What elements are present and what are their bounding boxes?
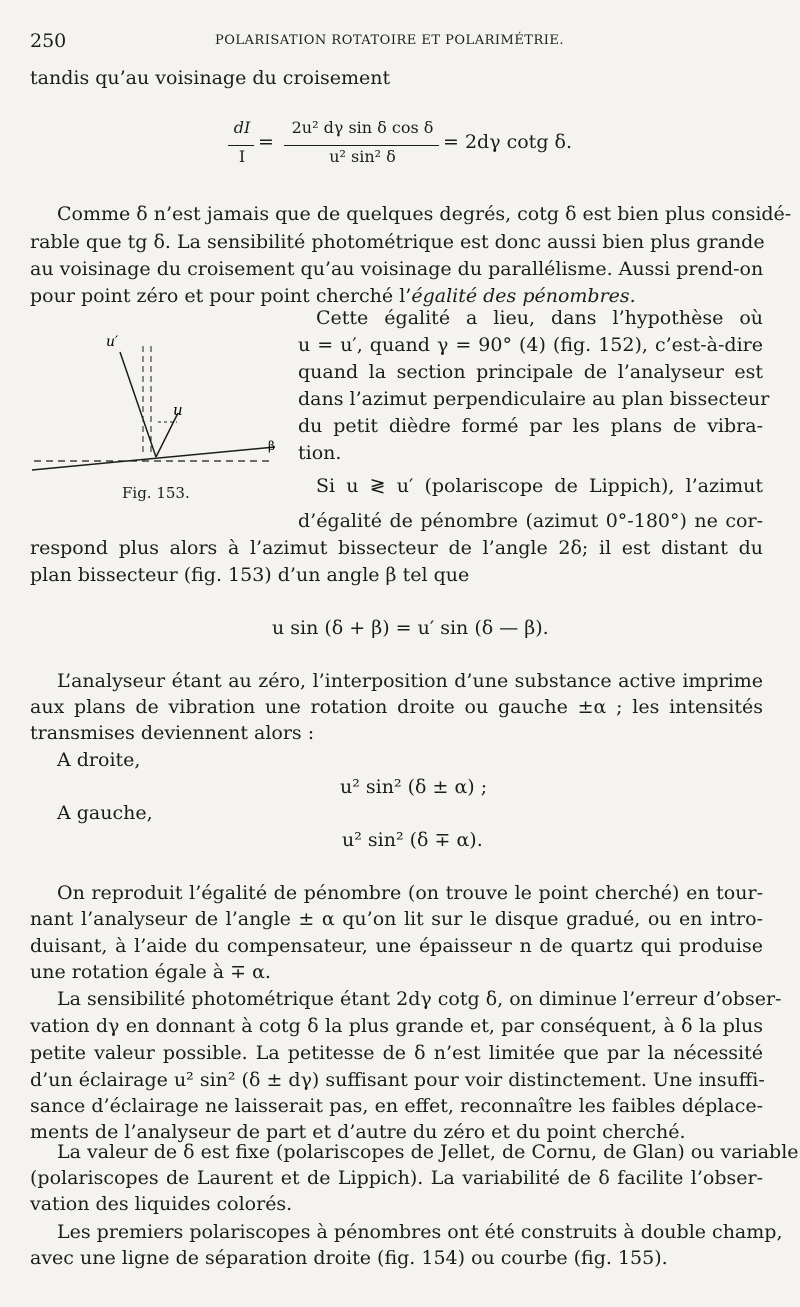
para7-line-1: La valeur de δ est fixe (polariscopes de Jellet, de Cornu, de Glan) ou variable — [57, 1141, 799, 1163]
para7-line-2: (polariscopes de Laurent et de Lippich). La variabilité de δ facilite l’obser- — [30, 1167, 763, 1189]
para1-line-1: Comme δ n’est jamais que de quelques degrés, cotg δ est bien plus considé- — [57, 203, 792, 225]
para8-line-1: Les premiers polariscopes à pénombres ont été construits à double champ, — [57, 1221, 783, 1243]
eq1-rhs: = 2dγ cotg δ. — [443, 131, 573, 153]
para5-line-1: On reproduit l’égalité de pénombre (on trouve le point cherché) en tour- — [57, 882, 763, 904]
eq1-mid-den: u² sin² δ — [329, 147, 396, 166]
para4-line-2: aux plans de vibration une rotation droite ou gauche ±α ; les intensités — [30, 696, 763, 718]
eq1-mid-bar — [284, 145, 439, 146]
para5-line-2: nant l’analyseur de l’angle ± α qu’on lit sur le disque gradué, ou en intro- — [30, 908, 763, 930]
eq1-lhs-den: I — [238, 147, 246, 166]
para5-line-4: une rotation égale à ∓ α. — [30, 961, 271, 983]
para3-line-2: d’égalité de pénombre (azimut 0°-180°) ne cor- — [298, 510, 763, 532]
para1-line-2: rable que tg δ. La sensibilité photométrique est donc aussi bien plus grande — [30, 231, 765, 253]
para2-line-1: Cette égalité a lieu, dans l’hypothèse où — [316, 307, 763, 329]
para6-line-5: sance d’éclairage ne laisserait pas, en effet, reconnaître les faibles déplace- — [30, 1095, 763, 1117]
para5-line-3: duisant, à l’aide du compensateur, une épaisseur n de quartz qui produise — [30, 935, 763, 957]
para6-line-1: La sensibilité photométrique étant 2dγ cotg δ, on diminue l’erreur d’obser- — [57, 988, 782, 1010]
figure-153 — [30, 330, 280, 510]
para6-line-6: ments de l’analyseur de part et d’autre du zéro et du point cherché. — [30, 1121, 686, 1143]
para7-line-3: vation des liquides colorés. — [30, 1193, 293, 1215]
equation-2: u sin (δ + β) = u′ sin (δ — β). — [272, 617, 549, 639]
figure-caption: Fig. 153. — [122, 484, 190, 502]
para1-line-3: au voisinage du croisement qu’au voisinage du parallélisme. Aussi prend-on — [30, 258, 764, 280]
para8-line-2: avec une ligne de séparation droite (fig. 154) ou courbe (fig. 155). — [30, 1247, 668, 1269]
para1-italic: égalité des pénombres. — [411, 285, 636, 307]
para4-line-1: L’analyseur étant au zéro, l’interposition d’une substance active imprime — [57, 670, 763, 692]
fig-line-u — [156, 413, 178, 457]
para2-line-5: du petit dièdre formé par les plans de vibra- — [298, 415, 763, 437]
fig-label-u-prime: u′ — [106, 334, 119, 350]
para3-line-1: Si u ≷ u′ (polariscope de Lippich), l’azimut — [316, 475, 763, 497]
droite-equation: u² sin² (δ ± α) ; — [340, 776, 488, 798]
para2-line-6: tion. — [298, 442, 342, 464]
para2-line-2: u = u′, quand γ = 90° (4) (fig. 152), c’est-à-dire — [298, 334, 763, 356]
fig-label-beta: β — [268, 439, 275, 453]
eq1-mid-num: 2u² dγ sin δ cos δ — [291, 118, 434, 137]
eq1-lhs-num: dI — [233, 118, 251, 137]
gauche-label: A gauche, — [57, 802, 153, 824]
page-number: 250 — [30, 30, 67, 52]
eq1-lhs-bar — [228, 145, 254, 146]
para6-line-4: d’un éclairage u² sin² (δ ± dγ) suffisant pour voir distinctement. Une insuffi- — [30, 1069, 765, 1091]
running-title: POLARISATION ROTATOIRE ET POLARIMÉTRIE. — [215, 33, 565, 48]
fig-label-u: u — [173, 401, 183, 419]
para4-line-3: transmises deviennent alors : — [30, 722, 315, 744]
para3-line-3: respond plus alors à l’azimut bissecteur de l’angle 2δ; il est distant du — [30, 537, 763, 559]
eq1-equals: = — [258, 131, 274, 153]
para2-line-4: dans l’azimut perpendiculaire au plan bissecteur — [298, 388, 770, 410]
intro-line: tandis qu’au voisinage du croisement — [30, 67, 391, 89]
para3-line-4: plan bissecteur (fig. 153) d’un angle β tel que — [30, 564, 470, 586]
droite-label: A droite, — [57, 749, 141, 771]
para1-line-4: pour point zéro et pour point cherché l’égalité des pénombres. — [30, 285, 636, 307]
gauche-equation: u² sin² (δ ∓ α). — [342, 829, 483, 851]
page-header — [30, 30, 770, 54]
para6-line-2: vation dγ en donnant à cotg δ la plus grande et, par conséquent, à δ la plus — [30, 1015, 763, 1037]
para2-line-3: quand la section principale de l’analyseur est — [298, 361, 763, 383]
para6-line-3: petite valeur possible. La petitesse de δ n’est limitée que par la nécessité — [30, 1042, 763, 1064]
